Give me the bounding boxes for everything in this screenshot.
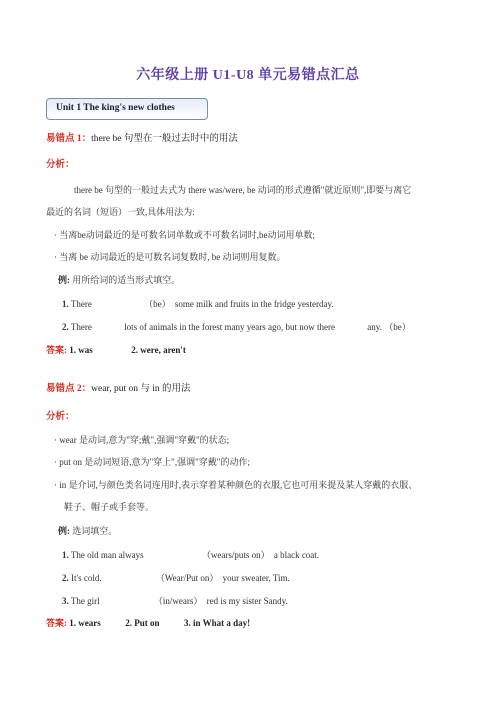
ex2-item-1-text-a: The old man always xyxy=(70,550,144,560)
answer-2-value-1: 1. wears xyxy=(69,618,101,628)
ex2-item-3-text-b: red is my sister Sandy. xyxy=(206,596,288,606)
ex2-item-2-hint: （Wear/Put on） xyxy=(155,573,219,583)
ex2-item-1-num: 1. xyxy=(62,550,69,560)
ex2-item-2-text-a: It's cold. xyxy=(71,573,102,583)
ex1-item-2-text-b: lots of animals in the forest many years ago, but now there xyxy=(124,322,336,332)
page-title: 六年级上册 U1-U8 单元易错点汇总 xyxy=(136,68,360,83)
example-2-text: 选词填空。 xyxy=(70,526,118,536)
ex1-item-2-text-c: any. xyxy=(367,322,382,332)
analysis-label-1: 分析： xyxy=(46,160,75,170)
analysis-line-1: there be 句型的一般过去式为 there was/were, be 动词的形式遵循"就近原则",即要与离它 xyxy=(74,185,412,195)
answer-2-label: 答案: xyxy=(46,618,67,628)
ex2-item-3-num: 3. xyxy=(62,596,69,606)
ex1-item-2-num: 2. xyxy=(62,322,69,332)
error-point-2-label: 易错点 2： xyxy=(46,384,92,394)
answer-2 xyxy=(46,616,250,629)
answer-2-value-2: 2. Put on xyxy=(125,618,160,628)
example-1-label: 例: xyxy=(58,275,70,285)
ex2-item-1-hint: （wears/puts on） xyxy=(201,550,270,560)
ex1-item-1-hint: （be） xyxy=(144,299,171,309)
error-point-2-text: wear, put on 与 in 的用法 xyxy=(91,384,191,394)
answer-1-value-1: 1. was xyxy=(69,345,93,355)
analysis-label-2: 分析： xyxy=(46,412,75,422)
analysis-line-4: · 当离 be 动词最近的是可数名词复数时, be 动词则用复数。 xyxy=(54,252,286,262)
example-1 xyxy=(58,273,180,286)
error-point-2 xyxy=(46,380,191,394)
error-point-1 xyxy=(46,130,238,144)
answer-1 xyxy=(46,343,186,356)
ex2-item-3 xyxy=(62,594,288,607)
ex2-item-3-text-a: The girl xyxy=(70,596,100,606)
ex1-item-1-text-a: There xyxy=(70,299,92,309)
analysis-line-3: · 当离be动词最近的是可数名词单数或不可数名词时,be动词用单数; xyxy=(54,230,315,240)
unit-heading: Unit 1 The king's new clothes xyxy=(56,103,175,113)
answer-2-value-3: 3. in What a day! xyxy=(184,618,251,628)
ex2-item-2 xyxy=(62,571,290,584)
analysis2-line-1: · wear 是动词,意为"穿;戴",强调"穿戴"的状态; xyxy=(54,435,230,445)
ex2-item-2-num: 2. xyxy=(62,573,69,583)
answer-1-value-2: 2. were, aren't xyxy=(131,345,186,355)
example-1-text: 用所给词的适当形式填空。 xyxy=(70,275,181,285)
ex2-item-1 xyxy=(62,548,319,561)
ex1-item-1-text-b: some milk and fruits in the fridge yesterday. xyxy=(174,299,334,309)
example-2 xyxy=(58,524,117,537)
ex2-item-2-text-b: your sweater, Tim. xyxy=(222,573,290,583)
ex2-item-1-text-b: a black coat. xyxy=(273,550,320,560)
ex1-item-2-text-a: There xyxy=(70,322,92,332)
analysis-line-2: 最近的名词（短语）一致,具体用法为: xyxy=(46,207,195,217)
ex1-item-1 xyxy=(62,297,334,310)
ex2-item-3-hint: （in/wears） xyxy=(153,596,203,606)
error-point-1-text: there be 句型在一般过去时中的用法 xyxy=(91,134,238,144)
ex1-item-2-hint: （be） xyxy=(384,322,411,332)
answer-1-label: 答案: xyxy=(46,345,67,355)
analysis2-line-4: 鞋子、帽子或手套等。 xyxy=(64,502,155,512)
ex1-item-1-num: 1. xyxy=(62,299,69,309)
ex1-item-2 xyxy=(62,320,411,333)
error-point-1-label: 易错点 1： xyxy=(46,134,92,144)
example-2-label: 例: xyxy=(58,526,70,536)
analysis2-line-3: · in 是介词,与颜色类名词连用时,表示穿着某种颜色的衣服,它也可用来提及某人穿戴的衣服、 xyxy=(54,480,418,490)
analysis2-line-2: · put on 是动词短语,意为"穿上",强调"穿戴"的动作; xyxy=(54,457,250,467)
